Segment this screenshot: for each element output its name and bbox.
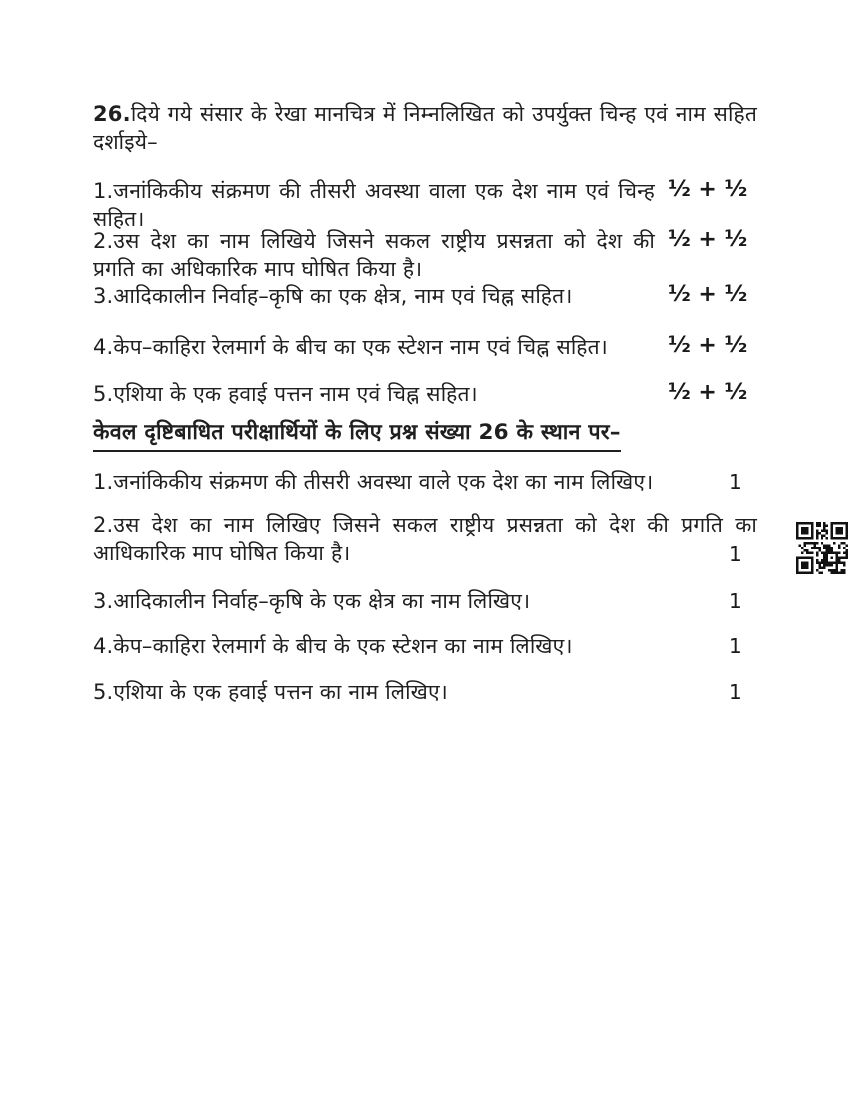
map-item-text: 5.एशिया के एक हवाई पत्तन नाम एवं चिह्न सहित। (93, 382, 478, 406)
vi-item-marks: 1 (729, 470, 742, 494)
vi-item-4 (93, 632, 757, 660)
map-item-marks: ½ + ½ (668, 333, 748, 358)
question-intro-text: दिये गये संसार के रेखा मानचित्र में निम्नलिखित को उपर्युक्त चिन्ह एवं नाम सहित दर्शाइये– (93, 102, 757, 154)
vi-item-marks: 1 (729, 542, 742, 566)
vi-item-5 (93, 678, 757, 706)
map-item-text: 2.उस देश का नाम लिखिये जिसने सकल राष्ट्रीय प्रसन्नता को देश की प्रगति का अधिकारिक माप घोषित किया है। (93, 229, 655, 281)
map-item-text: 1.जनांकिकीय संक्रमण की तीसरी अवस्था वाला एक देश नाम एवं चिन्ह सहित। (93, 179, 655, 231)
vi-item-2 (93, 511, 757, 567)
map-item-2 (93, 227, 757, 283)
vi-item-1 (93, 468, 757, 496)
map-item-marks: ½ + ½ (668, 227, 748, 252)
vi-item-marks: 1 (729, 589, 742, 613)
map-item-marks: ½ + ½ (668, 380, 748, 405)
vi-section-heading: केवल दृष्टिबाधित परीक्षार्थियों के लिए प्रश्न संख्या 26 के स्थान पर– (93, 420, 621, 452)
map-item-5 (93, 380, 757, 408)
map-item-marks: ½ + ½ (668, 177, 748, 202)
map-item-3 (93, 282, 757, 310)
map-item-text: 3.आदिकालीन निर्वाह–कृषि का एक क्षेत्र, नाम एवं चिह्न सहित। (93, 284, 573, 308)
question-26 (93, 100, 757, 156)
vi-item-text: 1.जनांकिकीय संक्रमण की तीसरी अवस्था वाले एक देश का नाम लिखिए। (93, 470, 654, 494)
vi-item-marks: 1 (729, 680, 742, 704)
vi-item-text: 3.आदिकालीन निर्वाह–कृषि के एक क्षेत्र का नाम लिखिए। (93, 589, 531, 613)
qr-code-icon (796, 522, 848, 574)
map-item-text: 4.केप–काहिरा रेलमार्ग के बीच का एक स्टेशन नाम एवं चिह्न सहित। (93, 335, 608, 359)
vi-section-heading-row (93, 420, 757, 452)
question-number: 26. (93, 102, 131, 126)
map-item-4 (93, 333, 757, 361)
map-item-marks: ½ + ½ (668, 282, 748, 307)
vi-item-marks: 1 (729, 634, 742, 658)
vi-item-text: 2.उस देश का नाम लिखिए जिसने सकल राष्ट्रीय प्रसन्नता को देश की प्रगति का आधिकारिक माप घोषित किया है। (93, 513, 757, 565)
vi-item-text: 5.एशिया के एक हवाई पत्तन का नाम लिखिए। (93, 680, 448, 704)
vi-item-text: 4.केप–काहिरा रेलमार्ग के बीच के एक स्टेशन का नाम लिखिए। (93, 634, 573, 658)
map-item-1 (93, 177, 757, 233)
qr-code (796, 522, 848, 574)
vi-item-3 (93, 587, 757, 615)
